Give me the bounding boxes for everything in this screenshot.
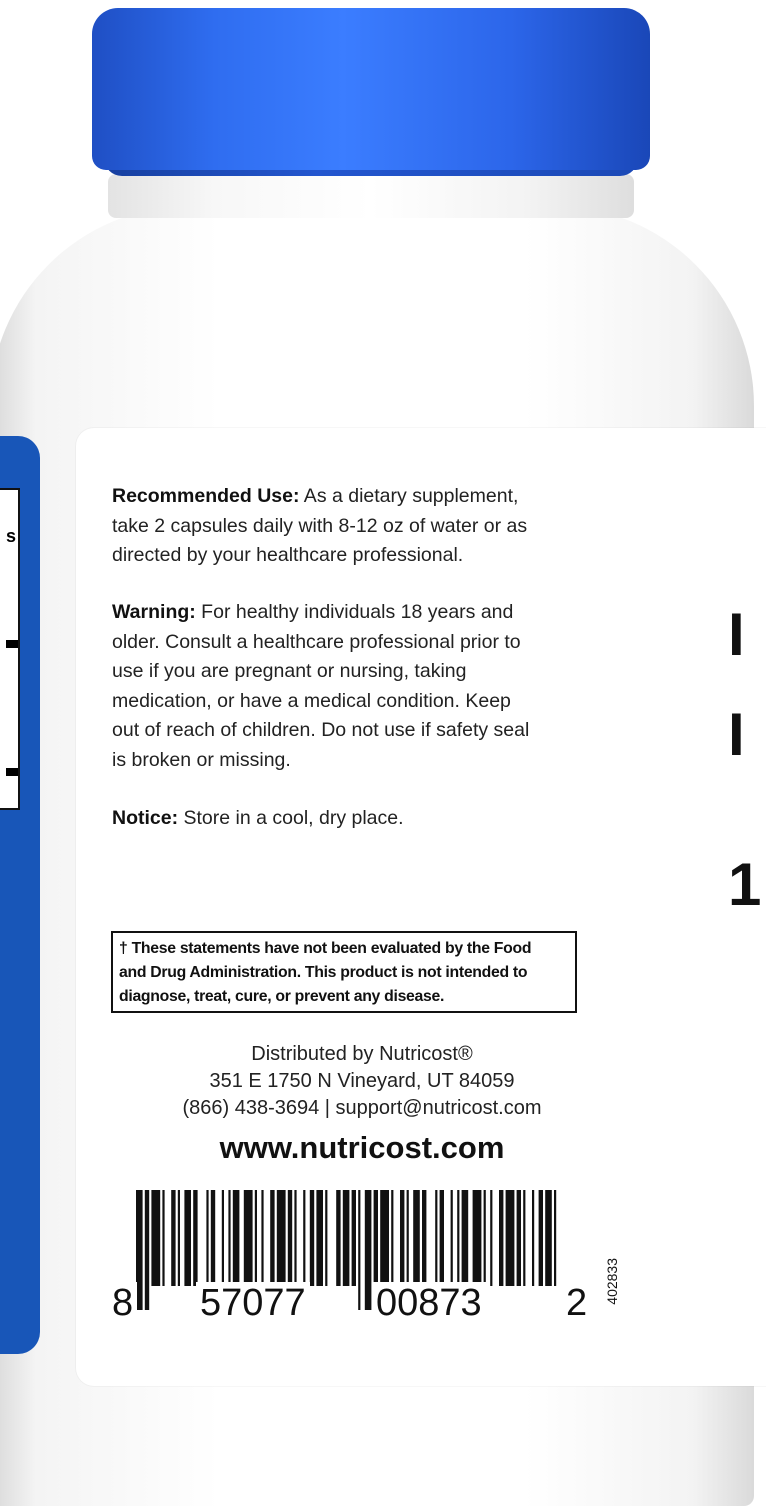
barcode-bar: [294, 1190, 296, 1286]
barcode-bar: [451, 1190, 453, 1286]
recommended-use-title: Recommended Use:: [112, 485, 300, 507]
barcode-bar: [303, 1190, 305, 1286]
barcode-bar: [222, 1190, 224, 1286]
barcode-bar: [374, 1190, 378, 1286]
barcode-bar: [539, 1190, 543, 1286]
front-label-fragment: I: [728, 701, 745, 768]
barcode-bar: [151, 1190, 160, 1286]
barcode-bar: [506, 1190, 515, 1286]
barcode-bar: [490, 1190, 492, 1286]
barcode-bar: [277, 1190, 286, 1286]
barcode-bar: [391, 1190, 393, 1286]
recommended-use-line: directed by your healthcare professional.: [112, 544, 464, 566]
barcode-bar: [554, 1190, 556, 1286]
bottle-neck: [108, 174, 634, 218]
barcode-bar: [316, 1190, 323, 1286]
warning-line: older. Consult a healthcare professional prior to: [112, 630, 521, 653]
warning-line: For healthy individuals 18 years and: [195, 601, 514, 623]
barcode-bar: [407, 1190, 409, 1286]
barcode-bar: [336, 1190, 340, 1286]
distributor-address: 351 E 1750 N Vineyard, UT 84059: [209, 1070, 515, 1092]
barcode-bar: [211, 1190, 215, 1286]
barcode-bar: [462, 1190, 469, 1286]
barcode-bar: [484, 1190, 486, 1286]
barcode-bar: [517, 1190, 521, 1286]
barcode-bar: [499, 1190, 503, 1286]
barcode-digit-left: 8: [108, 1282, 137, 1325]
barcode-bar: [473, 1190, 482, 1286]
barcode-group-2: 00873: [372, 1282, 486, 1325]
barcode-bar: [171, 1190, 175, 1286]
lot-code: 402833: [604, 1258, 620, 1305]
front-label-fragment: 1: [728, 851, 762, 918]
barcode-bar: [343, 1190, 350, 1286]
warning-line: medication, or have a medical condition. Keep: [112, 689, 511, 712]
barcode-bar: [145, 1190, 149, 1310]
recommended-use-line: take 2 capsules daily with 8-12 oz of water or as: [112, 514, 528, 537]
website-url: www.nutricost.com: [219, 1130, 505, 1165]
disclaimer-line: diagnose, treat, cure, or prevent any disease.: [119, 988, 445, 1005]
barcode-bar: [523, 1190, 525, 1286]
barcode-bar: [545, 1190, 552, 1286]
barcode-bar: [206, 1190, 208, 1286]
recommended-use-text: [112, 482, 612, 571]
notice-title: Notice:: [112, 807, 179, 829]
barcode-bar: [193, 1190, 197, 1286]
barcode-bar: [400, 1190, 404, 1286]
warning-line: use if you are pregnant or nursing, taking: [112, 660, 467, 682]
warning-title: Warning:: [112, 601, 196, 623]
barcode-digit-right: 2: [562, 1282, 591, 1325]
barcode-bar: [178, 1190, 180, 1286]
barcode-bar: [270, 1190, 274, 1286]
barcode-bar: [365, 1190, 372, 1310]
distributor-contact: (866) 438-3694 | support@nutricost.com: [182, 1097, 542, 1119]
barcode-bar: [255, 1190, 257, 1286]
barcode-bar: [532, 1190, 534, 1286]
notice-body: Store in a cool, dry place.: [178, 807, 404, 829]
front-label-fragment: I: [728, 601, 745, 668]
recommended-use-line: As a dietary supplement,: [299, 485, 519, 507]
disclaimer-line: and Drug Administration. This product is not intended to: [119, 964, 528, 981]
barcode-bar: [380, 1190, 389, 1286]
barcode-bar: [413, 1190, 420, 1286]
warning-line: is broken or missing.: [112, 748, 291, 771]
barcode-bar: [440, 1190, 444, 1286]
fda-disclaimer-box: [111, 931, 577, 1013]
barcode-bar: [352, 1190, 356, 1286]
barcode-bar: [325, 1190, 327, 1286]
bottle-cap: [92, 8, 650, 170]
disclaimer-line: † These statements have not been evaluated by the Food: [119, 940, 532, 957]
barcode-bar: [288, 1190, 292, 1286]
barcode-bar: [435, 1190, 437, 1286]
barcode-bar: [457, 1190, 459, 1286]
barcode-group-1: 57077: [196, 1282, 310, 1325]
barcode-bar: [233, 1190, 240, 1286]
warning-text: [112, 598, 612, 775]
barcode-bar: [358, 1190, 360, 1310]
barcode-bar: [244, 1190, 253, 1286]
notice-text: [112, 804, 612, 834]
barcode-bar: [261, 1190, 263, 1286]
barcode-bar: [422, 1190, 426, 1286]
warning-line: out of reach of children. Do not use if safety seal: [112, 719, 530, 741]
barcode-bar: [228, 1190, 230, 1286]
barcode-bar: [162, 1190, 164, 1286]
barcode-bar: [310, 1190, 314, 1286]
barcode-bar: [184, 1190, 191, 1286]
distributor-name: Distributed by Nutricost®: [251, 1043, 473, 1065]
supplement-facts-box-edge: s: [0, 488, 20, 810]
